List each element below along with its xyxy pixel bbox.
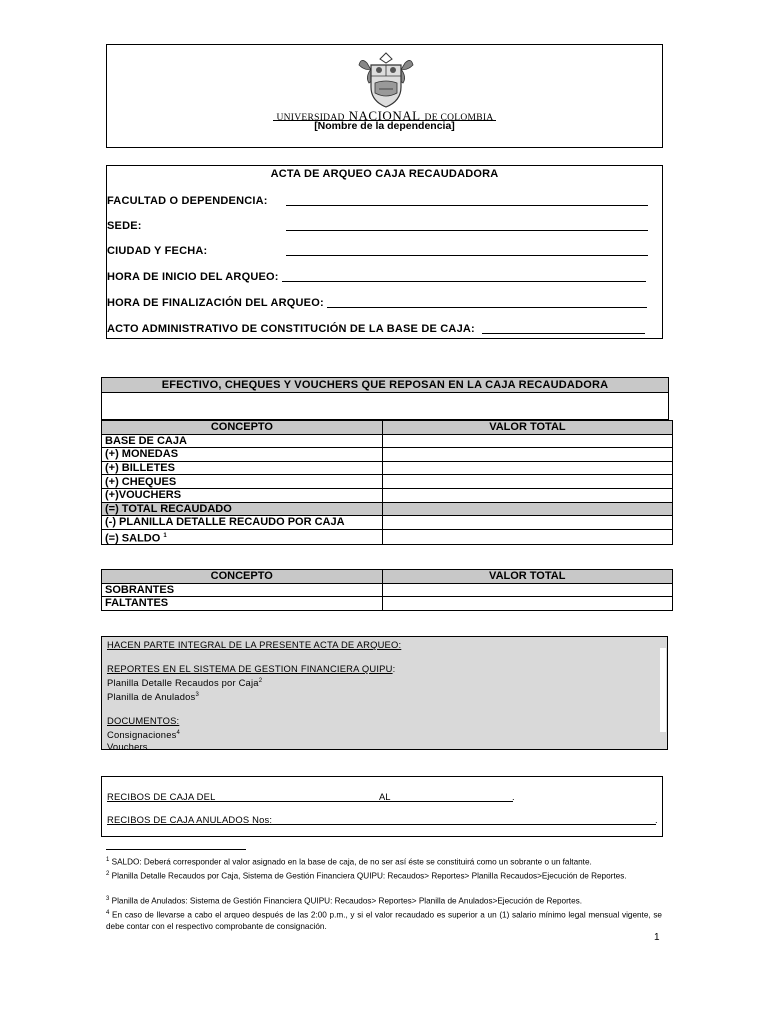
recibos-al-label: AL <box>379 791 391 802</box>
row-value-cell[interactable] <box>382 448 672 462</box>
efectivo-table-header <box>102 421 673 435</box>
row-label: (+) MONEDAS <box>102 448 383 462</box>
row-value-cell[interactable] <box>382 461 672 475</box>
integral-heading: HACEN PARTE INTEGRAL DE LA PRESENTE ACTA DE ARQUEO: <box>107 639 402 650</box>
footnote-ref-3[interactable]: 3 <box>195 692 199 699</box>
reporte-2-label: Planilla de Anulados <box>107 691 196 703</box>
reporte-1-label: Planilla Detalle Recaudos por Caja <box>107 677 259 689</box>
row-label: FALTANTES <box>102 597 383 611</box>
row-label: (-) PLANILLA DETALLE RECAUDO POR CAJA <box>102 516 383 530</box>
footnote-2 <box>106 869 662 882</box>
footnote-4-num: 4 <box>106 910 110 916</box>
sobrantes-table <box>101 569 673 611</box>
field-facultad-label: FACULTAD O DEPENDENCIA: <box>107 195 268 207</box>
doc-2: Vouchers <box>107 741 148 753</box>
table-row-total <box>102 502 673 516</box>
footnote-2-num: 2 <box>106 871 110 877</box>
col-valor-total: VALOR TOTAL <box>382 421 672 435</box>
recibos-al-field[interactable] <box>379 801 513 802</box>
row-value-cell[interactable] <box>382 475 672 489</box>
footnote-4 <box>106 908 662 932</box>
col-concepto: CONCEPTO <box>102 570 383 584</box>
table-row <box>102 448 673 462</box>
table-row <box>102 529 673 545</box>
doc-1 <box>107 727 401 741</box>
table-row <box>102 434 673 448</box>
footnote-1 <box>106 855 662 868</box>
integral-scroll-edge <box>660 648 666 732</box>
reportes-heading: REPORTES EN EL SISTEMA DE GESTION FINANCIERA QUIPU <box>107 663 393 674</box>
row-value-cell[interactable] <box>382 502 672 516</box>
footnote-1-num: 1 <box>106 857 110 863</box>
acta-title: ACTA DE ARQUEO CAJA RECAUDADORA <box>270 168 499 180</box>
sobrantes-table-header <box>102 570 673 584</box>
page-number: 1 <box>654 932 660 943</box>
footnote-3-num: 3 <box>106 896 110 902</box>
field-ciudad-line[interactable] <box>286 255 648 256</box>
footnote-4-text: En caso de llevarse a cabo el arqueo después de las 2:00 p.m., y si el valor recaudado es superior a un (1) salario mínimo legal mensual vigente, se debe contar con el respectivo comprobante de consignación. <box>106 910 662 931</box>
col-valor-total: VALOR TOTAL <box>382 570 673 584</box>
field-sede-label: SEDE: <box>107 220 142 232</box>
field-facultad-line[interactable] <box>286 205 648 206</box>
footnote-1-text: SALDO: Deberá corresponder al valor asignado en la base de caja, de no ser así éste se constituirá como un sobrante o un faltante. <box>111 857 592 867</box>
recibos-period-2: . <box>655 814 658 825</box>
reportes-line <box>107 663 401 675</box>
efectivo-table <box>101 420 673 545</box>
footnote-ref-1[interactable]: 1 <box>163 532 167 539</box>
row-label: SOBRANTES <box>102 583 383 597</box>
recibos-box <box>101 776 663 837</box>
row-label: (+) CHEQUES <box>102 475 383 489</box>
efectivo-title: EFECTIVO, CHEQUES Y VOUCHERS QUE REPOSAN EN LA CAJA RECAUDADORA <box>161 379 609 391</box>
integral-content <box>107 639 401 753</box>
field-hora-inicio-label: HORA DE INICIO DEL ARQUEO: <box>107 271 279 283</box>
footnote-ref-4[interactable]: 4 <box>176 730 181 737</box>
field-hora-fin-label: HORA DE FINALIZACIÓN DEL ARQUEO: <box>107 297 324 309</box>
footnote-ref-2[interactable]: 2 <box>258 678 263 684</box>
university-name-pre: UNIVERSIDAD <box>276 113 345 123</box>
recibos-anulados-field[interactable] <box>107 824 656 825</box>
reporte-2 <box>107 689 401 703</box>
row-value-cell[interactable] <box>382 597 673 611</box>
row-label: (+)VOUCHERS <box>102 488 383 502</box>
reporte-1 <box>107 675 401 689</box>
footnote-3-text: Planilla de Anulados: Sistema de Gestión Financiera QUIPU: Recaudos> Reportes> Planilla de Anulados>Ejecución de Reportes. <box>111 896 583 906</box>
table-row <box>102 516 673 530</box>
footnote-2-text: Planilla Detalle Recaudos por Caja, Sistema de Gestión Financiera QUIPU: Recaudos> Reportes> Planilla Recaudos>Ejecución de Reportes. <box>111 871 627 881</box>
table-row <box>102 597 673 611</box>
field-sede-line[interactable] <box>286 230 648 231</box>
row-value-cell[interactable] <box>382 583 673 597</box>
table-row <box>102 488 673 502</box>
saldo-label: (=) SALDO <box>105 532 161 545</box>
col-concepto: CONCEPTO <box>102 421 383 435</box>
table-row <box>102 583 673 597</box>
recibos-anulados-label: RECIBOS DE CAJA ANULADOS Nos: <box>107 814 273 825</box>
row-label: BASE DE CAJA <box>102 434 383 448</box>
footnote-3 <box>106 894 662 907</box>
field-ciudad-label: CIUDAD Y FECHA: <box>107 245 208 257</box>
field-hora-fin-line[interactable] <box>327 307 647 308</box>
recibos-del-label: RECIBOS DE CAJA DEL <box>107 791 216 802</box>
reportes-colon: : <box>392 663 396 674</box>
recibos-del-field[interactable] <box>107 801 379 802</box>
table-row <box>102 475 673 489</box>
documentos-heading: DOCUMENTOS: <box>107 715 180 727</box>
footnote-separator <box>106 849 246 850</box>
row-value-cell[interactable] <box>382 529 672 545</box>
university-name-post: DE COLOMBIA <box>424 113 494 123</box>
row-value-cell[interactable] <box>382 488 672 502</box>
row-label-saldo <box>102 529 383 545</box>
row-value-cell[interactable] <box>382 516 672 530</box>
university-name-main: NACIONAL <box>348 108 421 123</box>
row-label: (=) TOTAL RECAUDADO <box>102 502 383 516</box>
recibos-period-1: . <box>512 791 515 802</box>
field-acto-line[interactable] <box>482 333 645 334</box>
header-box <box>106 44 663 148</box>
row-label: (+) BILLETES <box>102 461 383 475</box>
dependency-name: [Nombre de la dependencia] <box>314 120 455 132</box>
field-acto-label: ACTO ADMINISTRATIVO DE CONSTITUCIÓN DE LA BASE DE CAJA: <box>107 323 475 335</box>
doc-1-label: Consignaciones <box>107 729 177 741</box>
table-row <box>102 461 673 475</box>
row-value-cell[interactable] <box>382 434 672 448</box>
field-hora-inicio-line[interactable] <box>282 281 646 282</box>
university-seal-icon <box>357 49 415 111</box>
